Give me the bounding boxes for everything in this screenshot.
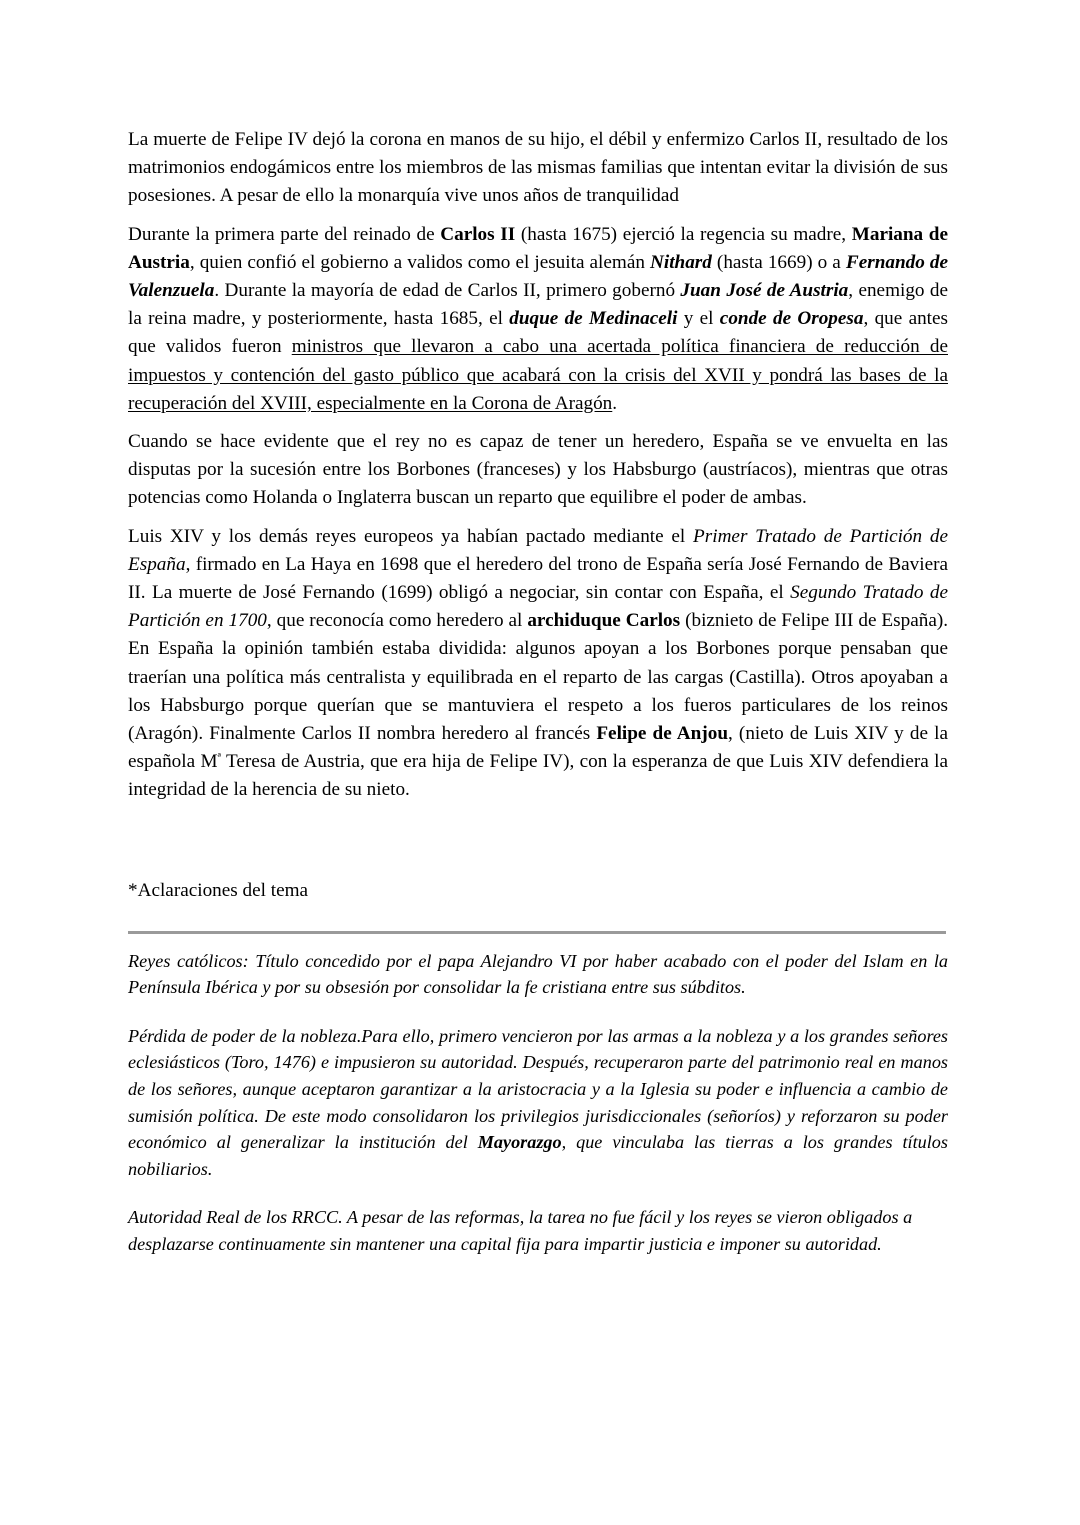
body-paragraph	[128, 523, 948, 805]
bold-run: Carlos II	[440, 223, 516, 245]
text-run: Autoridad Real de los RRCC. A pesar de las reformas, la tarea no fue fácil y los reyes se vieron obligados a desplazarse continuamente sin mantener una capital fija para impartir justicia e imponer su autoridad.	[128, 1207, 913, 1255]
bold-run: Mayorazgo	[477, 1132, 562, 1153]
ordinal-indicator: ª	[217, 750, 222, 765]
body-paragraph	[128, 428, 948, 513]
note-paragraph	[128, 1023, 948, 1183]
text-run: Cuando se hace evidente que el rey no es capaz de tener un heredero, España se ve envuelta en las disputas por la sucesión entre los Borbones (franceses) y los Habsburgo (austríacos), mientras que otras potencias como Holanda o Inglaterra buscan un reparto que equilibre el poder de ambas.	[128, 431, 948, 509]
underlined-run: ministros que llevaron a cabo una acertada política financiera de reducción de impuestos y contención del gasto público que acabará con la crisis del XVII y pondrá las bases de la recuperación del XVIII, especialmente en la Corona de Aragón	[128, 336, 948, 414]
text-run: (biznieto de Felipe III de España). En España la opinión también estaba dividida: algunos apoyan a los Borbones porque pensaban que traerían una política más centralista y equilibrada en el reparto de las cargas (Castilla). Otros apoyaban a los Habsburgo porque querían que se mantuviera el respeto a los fueros particulares de los reinos (Aragón). Finalmente Carlos II nombra heredero al francés	[128, 610, 949, 745]
text-run: , enemigo de la reina madre, y posteriormente, hasta 1685, el	[128, 280, 948, 330]
text-run: (hasta 1675) ejerció la regencia su madre,	[515, 223, 852, 245]
text-run: (hasta 1669) o a	[711, 251, 846, 273]
bold-run: Felipe de Anjou	[596, 723, 728, 745]
notes-list	[128, 948, 948, 1258]
notes-heading: *Aclaraciones del tema	[128, 879, 309, 901]
text-run: . Durante la mayoría de edad de Carlos II, primero gobernó	[214, 280, 681, 302]
text-run: , que antes que validos fueron	[128, 308, 949, 358]
text-run: , firmado en La Haya en 1698 que el heredero del trono de España sería José Fernando de Baviera II. La muerte de José Fernando (1699) obligó a negociar, sin contar con España, el	[128, 553, 948, 604]
text-run: , que reconocía como heredero al	[266, 610, 528, 632]
text-run: .	[612, 392, 618, 414]
text-run: La muerte de Felipe IV dejó la corona en manos de su hijo, el débil y enfermizo Carlos II, resultado de los matrimonios endogámicos entre los miembros de las mismas familias que intentan evitar la división de sus posesiones. A pesar de ello la monarquía vive unos años de tranquilidad	[128, 129, 948, 207]
document-content	[128, 126, 948, 1258]
text-run: Teresa de Austria, que era hija de Felipe IV), con la esperanza de que Luis XIV defendiera la integridad de la herencia de su nieto.	[128, 751, 948, 801]
bold-run: Mariana de Austria	[128, 223, 948, 273]
bold-italic-run: Nithard	[650, 251, 712, 273]
text-run: , (nieto de Luis XIV y de la española M	[128, 723, 948, 773]
text-run: y el	[677, 308, 720, 330]
bold-italic-run: duque de Medinaceli	[509, 308, 678, 330]
text-run: , quien confió el gobierno a validos como el jesuita alemán	[189, 251, 650, 273]
body-paragraph	[128, 221, 948, 418]
body-paragraph	[128, 126, 948, 211]
italic-run: Primer Tratado de Partición de España	[128, 525, 948, 575]
text-run: Durante la primera parte del reinado de	[128, 223, 441, 245]
text-run: Pérdida de poder de la nobleza.Para ello, primero vencieron por las armas a la nobleza y a los grandes señores eclesiásticos (Toro, 1476) e impusieron su autoridad. Después, recuperaron parte del patrimonio real en manos de los señores, aunque aceptaron garantizar a la aristocracia y a la Iglesia su poder e influencia a cambio de sumisión política. De este modo consolidaron los privilegios jurisdiccionales (señoríos) y reforzaron su poder económico al generalizar la institución del	[128, 1025, 948, 1153]
note-paragraph	[128, 948, 948, 1001]
notes-section	[128, 877, 948, 1258]
bold-italic-run: conde de Oropesa	[719, 308, 864, 330]
bold-italic-run: Fernando de Valenzuela	[128, 251, 948, 302]
text-run: , que vinculaba las tierras a los grandes títulos nobiliarios.	[128, 1132, 948, 1179]
bold-italic-run: Juan José de Austria	[680, 280, 849, 302]
section-spacer	[128, 805, 948, 877]
bold-run: archiduque Carlos	[527, 610, 681, 632]
body-paragraphs	[128, 126, 948, 805]
text-run: Luis XIV y los demás reyes europeos ya habían pactado mediante el	[128, 525, 694, 547]
italic-run: Segundo Tratado de Partición en 1700	[128, 582, 948, 632]
text-run: Reyes católicos: Título concedido por el papa Alejandro VI por haber acabado con el poder del Islam en la Península Ibérica y por su obsesión por consolidar la fe cristiana entre sus súbditos.	[128, 950, 948, 998]
note-paragraph	[128, 1204, 948, 1257]
notes-divider	[128, 931, 946, 934]
